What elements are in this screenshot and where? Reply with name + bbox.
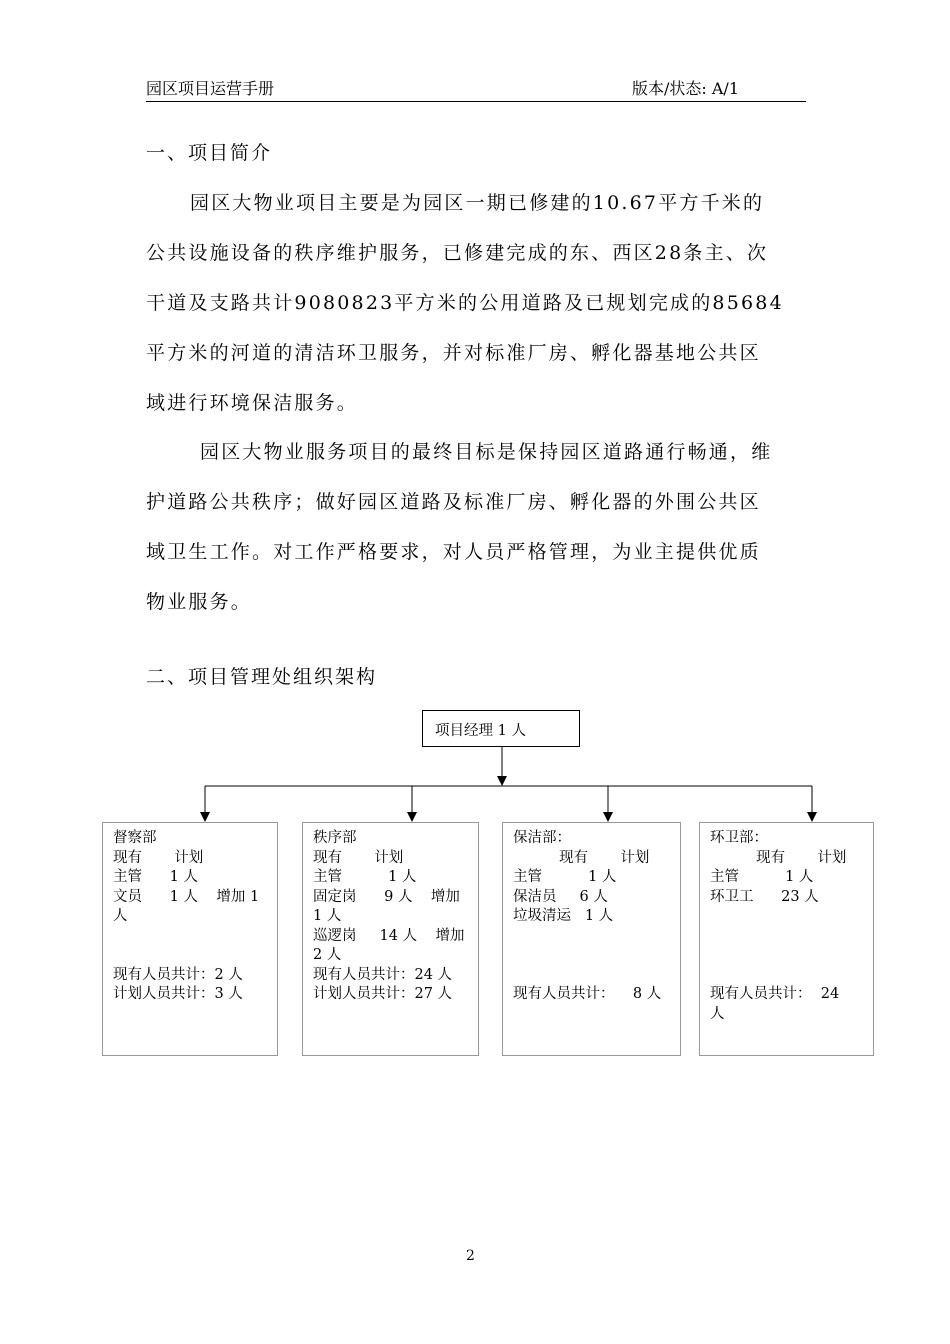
dept-line: 秩序部 [313,830,357,846]
page-number: 2 [466,1248,475,1264]
dept-line [113,927,267,947]
dept-line: 主管 1 人 [513,869,617,885]
dept-line [710,966,863,986]
para2-line: 物业服务。 [146,591,253,613]
dept-line: 现有人员共计： 24 [710,986,840,1002]
dept-line [513,927,670,947]
dept-line: 现有人员共计：2 人 [113,966,243,983]
header-title: 园区项目运营手册 [146,79,275,98]
dept-line: 环卫工 23 人 [710,888,819,905]
dept-line: 1 人 [313,908,342,924]
para1-line: 干道及支路共计9080823平方米的公用道路及已规划完成的85684 [146,292,784,314]
dept-line [513,946,670,966]
dept-line [710,927,863,947]
dept-line: 督察部 [113,830,157,846]
dept-box-sanitation [699,822,874,1056]
para1-line: 园区大物业项目主要是为园区一期已修建的10.67平方千米的 [190,192,765,214]
dept-line: 现有 计划 [113,849,204,866]
dept-line: 文员 1 人 增加 1 [113,888,260,905]
dept-line: 计划人员共计：3 人 [113,986,243,1002]
dept-line: 环卫部： [710,830,768,846]
dept-line: 保洁部： [513,830,571,846]
para2-line: 域卫生工作。对工作严格要求，对人员严格管理，为业主提供优质 [146,541,761,563]
dept-line: 主管 1 人 [710,869,814,885]
para1-line: 公共设施设备的秩序维护服务，已修建完成的东、西区28条主、次 [146,242,769,264]
dept-line: 2 人 [313,947,342,963]
dept-line [113,946,267,966]
dept-line: 巡逻岗 14 人 增加 [313,927,465,944]
dept-line: 主管 1 人 [313,869,417,885]
dept-box-cleaning [502,822,681,1056]
dept-line: 主管 1 人 [113,869,198,885]
dept-line: 人 [113,908,128,924]
dept-line: 现有 计划 [710,849,847,866]
section2-heading: 二、项目管理处组织架构 [146,666,378,688]
dept-line [710,946,863,966]
dept-line: 现有人员共计：24 人 [313,966,453,983]
project-manager-box: 项目经理 1 人 [422,710,580,747]
dept-line: 人 [710,1005,725,1022]
para2-line: 园区大物业服务项目的最终目标是保持园区道路通行畅通，维 [200,441,773,463]
dept-line: 垃圾清运 1 人 [513,908,614,924]
dept-line: 现有 计划 [313,849,404,866]
dept-line [710,907,863,927]
section1-heading: 一、项目简介 [146,142,273,164]
para2-line: 护道路公共秩序；做好园区道路及标准厂房、孵化器的外围公共区 [146,491,761,513]
header-version: 版本/状态: A/1 [632,79,739,98]
dept-box-supervision [102,822,278,1056]
dept-line: 现有人员共计： 8 人 [513,986,662,1002]
dept-line: 固定岗 9 人 增加 [313,888,460,905]
dept-line: 计划人员共计：27 人 [313,986,453,1002]
dept-box-order [302,822,479,1056]
para1-line: 域进行环境保洁服务。 [146,392,359,414]
dept-line: 现有 计划 [513,849,650,866]
dept-line: 保洁员 6 人 [513,888,608,905]
para1-line: 平方米的河道的清洁环卫服务，并对标准厂房、孵化器基地公共区 [146,342,761,364]
dept-line [513,966,670,986]
